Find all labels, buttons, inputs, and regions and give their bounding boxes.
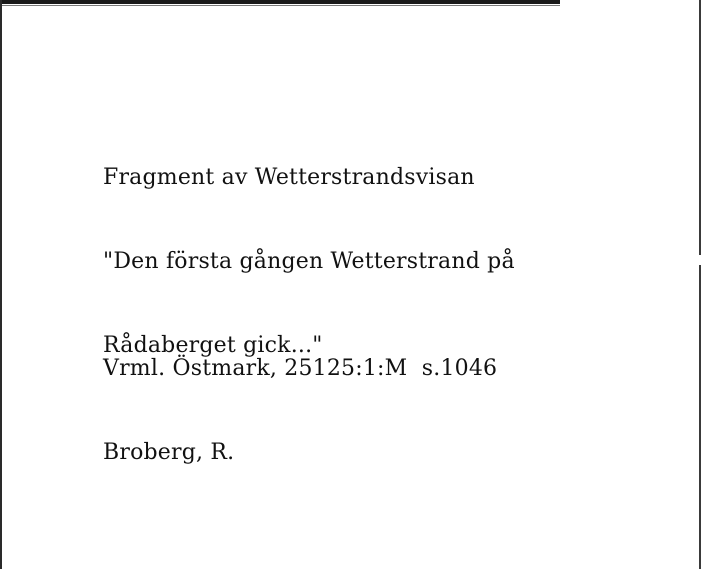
title-line-1: Fragment av Wetterstrandsvisan [103,165,475,190]
card-top-edge-line [0,5,560,6]
card-right-edge [699,0,701,569]
informant-name: Broberg, R. [103,440,235,465]
card-top-edge [0,0,560,4]
title-line-3: Rådaberget gick..." [103,333,323,358]
title-line-2: "Den första gången Wetterstrand på [103,249,515,274]
archive-reference: Vrml. Östmark, 25125:1:M s.1046 [103,356,498,381]
card-left-edge [0,0,2,569]
card-right-edge-gap [699,255,701,265]
archive-reference-block [103,299,497,523]
